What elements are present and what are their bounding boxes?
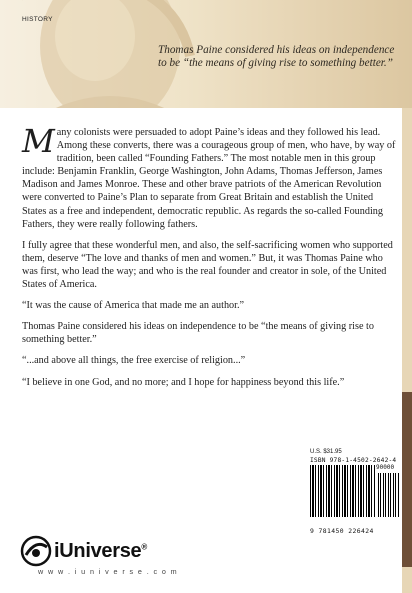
publisher-logo — [20, 535, 190, 580]
barcode — [310, 465, 400, 525]
category-label: HISTORY — [22, 16, 53, 23]
quote-2: “...and above all things, the free exercise of religion...” — [22, 355, 246, 367]
quote-3: “I believe in one God, and no more; and I hope for happiness beyond this life.” — [22, 376, 345, 388]
paragraph-1 — [22, 122, 396, 231]
drop-cap: M — [22, 122, 55, 160]
publisher-name: iUniverse® — [54, 540, 147, 562]
paragraph-1-text: any colonists were persuaded to adopt Paine’s ideas and they followed his lead. Among these converts, there was a courageous group of men, who have, by way of tradition, been called “Founding Fathers.” The most notable men in this group include: Benjamin Franklin, George Washington, John Adams, Thomas Jefferson, James Madison and James Monroe. These and other brave patriots of the American Revolution were converted to Paine’s Plan to separate from Great Britain and establish the United States as a free and independent, democratic republic. As regards the so-called Founding Fathers, they were really following fathers. — [22, 127, 396, 230]
barcode-bars — [310, 465, 376, 517]
isbn-label: ISBN 978-1-4502-2642-4 — [310, 457, 397, 464]
quote-1: “It was the cause of America that made me an author.” — [22, 300, 245, 312]
paragraph-3: Thomas Paine considered his ideas on independence to be “the means of giving rise to something better.” — [22, 321, 374, 346]
barcode-addon-bars — [378, 473, 400, 517]
header-band — [0, 0, 412, 108]
price-label: U.S. $31.95 — [310, 449, 342, 455]
iuniverse-swoosh-icon — [20, 535, 52, 567]
paragraph-2: I fully agree that these wonderful men, and also, the self-sacrificing women who supported them, deserve “The love and thanks of men and women.” But, it was Thomas Paine who was first, who lead the way; and who is the real founder and creator in sole, of the United States of America. — [22, 239, 393, 291]
blurb-text — [22, 122, 396, 397]
ean-number: 9 781450 226424 — [310, 527, 374, 535]
spine-edge-dark — [402, 392, 412, 567]
barcode-addon-number: 90000 — [376, 464, 395, 471]
publisher-url: w w w . i u n i v e r s e . c o m — [38, 567, 179, 576]
tagline-quote: Thomas Paine considered his ideas on independence to be “the means of giving rise to something better.” — [158, 44, 395, 70]
